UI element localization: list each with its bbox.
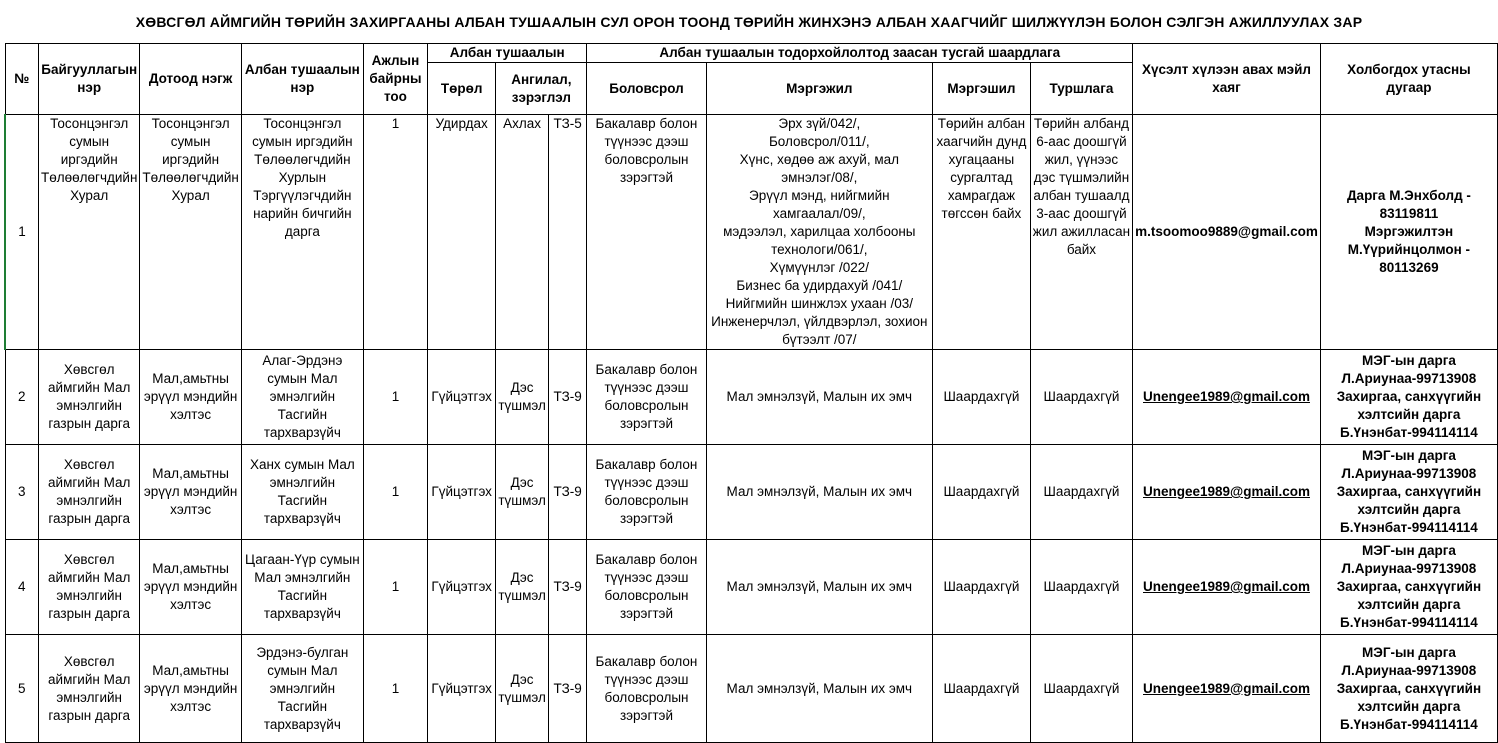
header-org: Байгууллагын нэр: [39, 44, 140, 115]
vacancy-table: [4, 43, 1498, 743]
cell-email[interactable]: Unengee1989@gmail.com: [1133, 540, 1321, 635]
header-education: Боловсрол: [587, 63, 706, 115]
cell-phone: МЭГ-ын дарга Л.Ариунаа-99713908 Захиргаа, санхүүгийн хэлтсийн дарга Б.Үнэнбат-994114114: [1320, 445, 1497, 540]
cell-grade: ТЗ-9: [548, 635, 587, 743]
cell-phone: МЭГ-ын дарга Л.Ариунаа-99713908 Захиргаа, санхүүгийн хэлтсийн дарга Б.Үнэнбат-994114114: [1320, 540, 1497, 635]
cell-type: Гүйцэтгэх: [428, 635, 496, 743]
header-category: Ангилал, зэрэглэл: [496, 63, 587, 115]
cell-position: Эрдэнэ-булган сумын Мал эмнэлгийн Тасгийн тархварзүйч: [241, 635, 363, 743]
cell-education: Бакалавр болон түүнээс дээш боловсролын зэрэгтэй: [587, 115, 706, 350]
cell-category: Ахлах: [496, 115, 549, 350]
cell-category: Дэс түшмэл: [496, 445, 549, 540]
cell-position: Алаг-Эрдэнэ сумын Мал эмнэлгийн Тасгийн тархварзүйч: [241, 350, 363, 445]
cell-experience: Шаардахгүй: [1030, 635, 1132, 743]
cell-skill: Шаардахгүй: [933, 350, 1031, 445]
cell-profession: Мал эмнэлзүй, Малын их эмч: [706, 635, 933, 743]
cell-education: Бакалавр болон түүнээс дээш боловсролын зэрэгтэй: [587, 635, 706, 743]
table-row: [5, 350, 1498, 445]
cell-type: Гүйцэтгэх: [428, 350, 496, 445]
cell-education: Бакалавр болон түүнээс дээш боловсролын зэрэгтэй: [587, 350, 706, 445]
cell-skill: Шаардахгүй: [933, 540, 1031, 635]
table-row: [5, 115, 1498, 350]
cell-category: Дэс түшмэл: [496, 350, 549, 445]
table-row: [5, 540, 1498, 635]
header-group-position: Албан тушаалын: [428, 44, 587, 63]
cell-no: 2: [5, 350, 39, 445]
cell-unit: Мал,амьтны эрүүл мэндийн хэлтэс: [140, 445, 241, 540]
cell-no: 5: [5, 635, 39, 743]
cell-email[interactable]: Unengee1989@gmail.com: [1133, 350, 1321, 445]
table-row: [5, 635, 1498, 743]
cell-org: Хөвсгөл аймгийн Мал эмнэлгийн газрын дарга: [39, 635, 140, 743]
cell-org: Хөвсгөл аймгийн Мал эмнэлгийн газрын дарга: [39, 350, 140, 445]
cell-org: Тосонцэнгэл сумын иргэдийн Төлөөлөгчдийн Хурал: [39, 115, 140, 350]
cell-unit: Тосонцэнгэл сумын иргэдийн Төлөөлөгчдийн Хурал: [140, 115, 241, 350]
cell-count: 1: [363, 350, 427, 445]
cell-experience: Шаардахгүй: [1030, 350, 1132, 445]
header-unit: Дотоод нэгж: [140, 44, 241, 115]
cell-type: Удирдах: [428, 115, 496, 350]
header-experience: Туршлага: [1030, 63, 1132, 115]
cell-count: 1: [363, 540, 427, 635]
cell-type: Гүйцэтгэх: [428, 540, 496, 635]
cell-skill: Шаардахгүй: [933, 445, 1031, 540]
table-row: [5, 445, 1498, 540]
cell-no: 3: [5, 445, 39, 540]
header-group-requirements: Албан тушаалын тодорхойлолтод заасан тусгай шаардлага: [587, 44, 1133, 63]
header-type: Төрөл: [428, 63, 496, 115]
cell-category: Дэс түшмэл: [496, 635, 549, 743]
header-skill: Мэргэшил: [933, 63, 1031, 115]
cell-no: 4: [5, 540, 39, 635]
cell-email[interactable]: Unengee1989@gmail.com: [1133, 445, 1321, 540]
cell-profession: Мал эмнэлзүй, Малын их эмч: [706, 445, 933, 540]
cell-grade: ТЗ-5: [548, 115, 587, 350]
cell-org: Хөвсгөл аймгийн Мал эмнэлгийн газрын дарга: [39, 540, 140, 635]
header-count: Ажлын байрны тоо: [363, 44, 427, 115]
cell-position: Цагаан-Үүр сумын Мал эмнэлгийн Тасгийн тархварзүйч: [241, 540, 363, 635]
header-position: Албан тушаалын нэр: [241, 44, 363, 115]
cell-count: 1: [363, 635, 427, 743]
page-title: ХӨВСГӨЛ АЙМГИЙН ТӨРИЙН ЗАХИРГААНЫ АЛБАН ТУШААЛЫН СУЛ ОРОН ТООНД ТӨРИЙН ЖИНХЭНЭ АЛБАН ХААГЧИЙГ ШИЛЖҮҮЛЭН БОЛОН СЭЛГЭН АЖИЛЛУУЛАХ ЗАР: [135, 13, 1363, 30]
cell-experience: Төрийн албанд 6-аас доошгүй жил, үүнээс дэс түшмэлийн албан тушаалд 3-аас доошгүй жил ажилласан байх: [1030, 115, 1132, 350]
header-no: №: [5, 44, 39, 115]
cell-org: Хөвсгөл аймгийн Мал эмнэлгийн газрын дарга: [39, 445, 140, 540]
cell-skill: Шаардахгүй: [933, 635, 1031, 743]
cell-profession: Эрх зүй/042/, Боловсрол/011/, Хүнс, хөдөө аж ахуй, мал эмнэлэг/08/, Эрүүл мэнд, нийгмийн хамгаалал/09/, мэдээлэл, харилцаа холбооны технологи/061/, Хүмүүнлэг /022/ Бизнес ба удирдахуй /041/ Нийгмийн шинжлэх ухаан /03/ Инженерчлэл, үйлдвэрлэл, зохион бүтээлт /07/: [706, 115, 933, 350]
cell-no: 1: [5, 115, 39, 350]
cell-position: Ханх сумын Мал эмнэлгийн Тасгийн тархварзүйч: [241, 445, 363, 540]
cell-position: Тосонцэнгэл сумын иргэдийн Төлөөлөгчдийн Хурлын Тэргүүлэгчдийн нарийн бичгийн дарга: [241, 115, 363, 350]
cell-unit: Мал,амьтны эрүүл мэндийн хэлтэс: [140, 635, 241, 743]
cell-phone: Дарга М.Энхболд - 83119811 Мэргэжилтэн М.Үүрийнцолмон - 80113269: [1320, 115, 1497, 350]
header-phone: Холбогдох утасны дугаар: [1320, 44, 1497, 115]
cell-type: Гүйцэтгэх: [428, 445, 496, 540]
cell-profession: Мал эмнэлзүй, Малын их эмч: [706, 540, 933, 635]
cell-grade: ТЗ-9: [548, 445, 587, 540]
cell-phone: МЭГ-ын дарга Л.Ариунаа-99713908 Захиргаа, санхүүгийн хэлтсийн дарга Б.Үнэнбат-994114114: [1320, 350, 1497, 445]
cell-experience: Шаардахгүй: [1030, 445, 1132, 540]
cell-education: Бакалавр болон түүнээс дээш боловсролын зэрэгтэй: [587, 445, 706, 540]
cell-experience: Шаардахгүй: [1030, 540, 1132, 635]
cell-grade: ТЗ-9: [548, 350, 587, 445]
cell-unit: Мал,амьтны эрүүл мэндийн хэлтэс: [140, 540, 241, 635]
cell-email[interactable]: m.tsoomoo9889@gmail.com: [1133, 115, 1321, 350]
cell-count: 1: [363, 115, 427, 350]
cell-unit: Мал,амьтны эрүүл мэндийн хэлтэс: [140, 350, 241, 445]
cell-grade: ТЗ-9: [548, 540, 587, 635]
cell-phone: МЭГ-ын дарга Л.Ариунаа-99713908 Захиргаа, санхүүгийн хэлтсийн дарга Б.Үнэнбат-994114114: [1320, 635, 1497, 743]
cell-count: 1: [363, 445, 427, 540]
cell-email[interactable]: Unengee1989@gmail.com: [1133, 635, 1321, 743]
cell-profession: Мал эмнэлзүй, Малын их эмч: [706, 350, 933, 445]
header-email: Хүсэлт хүлээн авах мэйл хаяг: [1133, 44, 1321, 115]
header-profession: Мэргэжил: [706, 63, 933, 115]
cell-skill: Төрийн албан хаагчийн дунд хугацааны сургалтад хамрагдаж төгссөн байх: [933, 115, 1031, 350]
cell-education: Бакалавр болон түүнээс дээш боловсролын зэрэгтэй: [587, 540, 706, 635]
cell-category: Дэс түшмэл: [496, 540, 549, 635]
